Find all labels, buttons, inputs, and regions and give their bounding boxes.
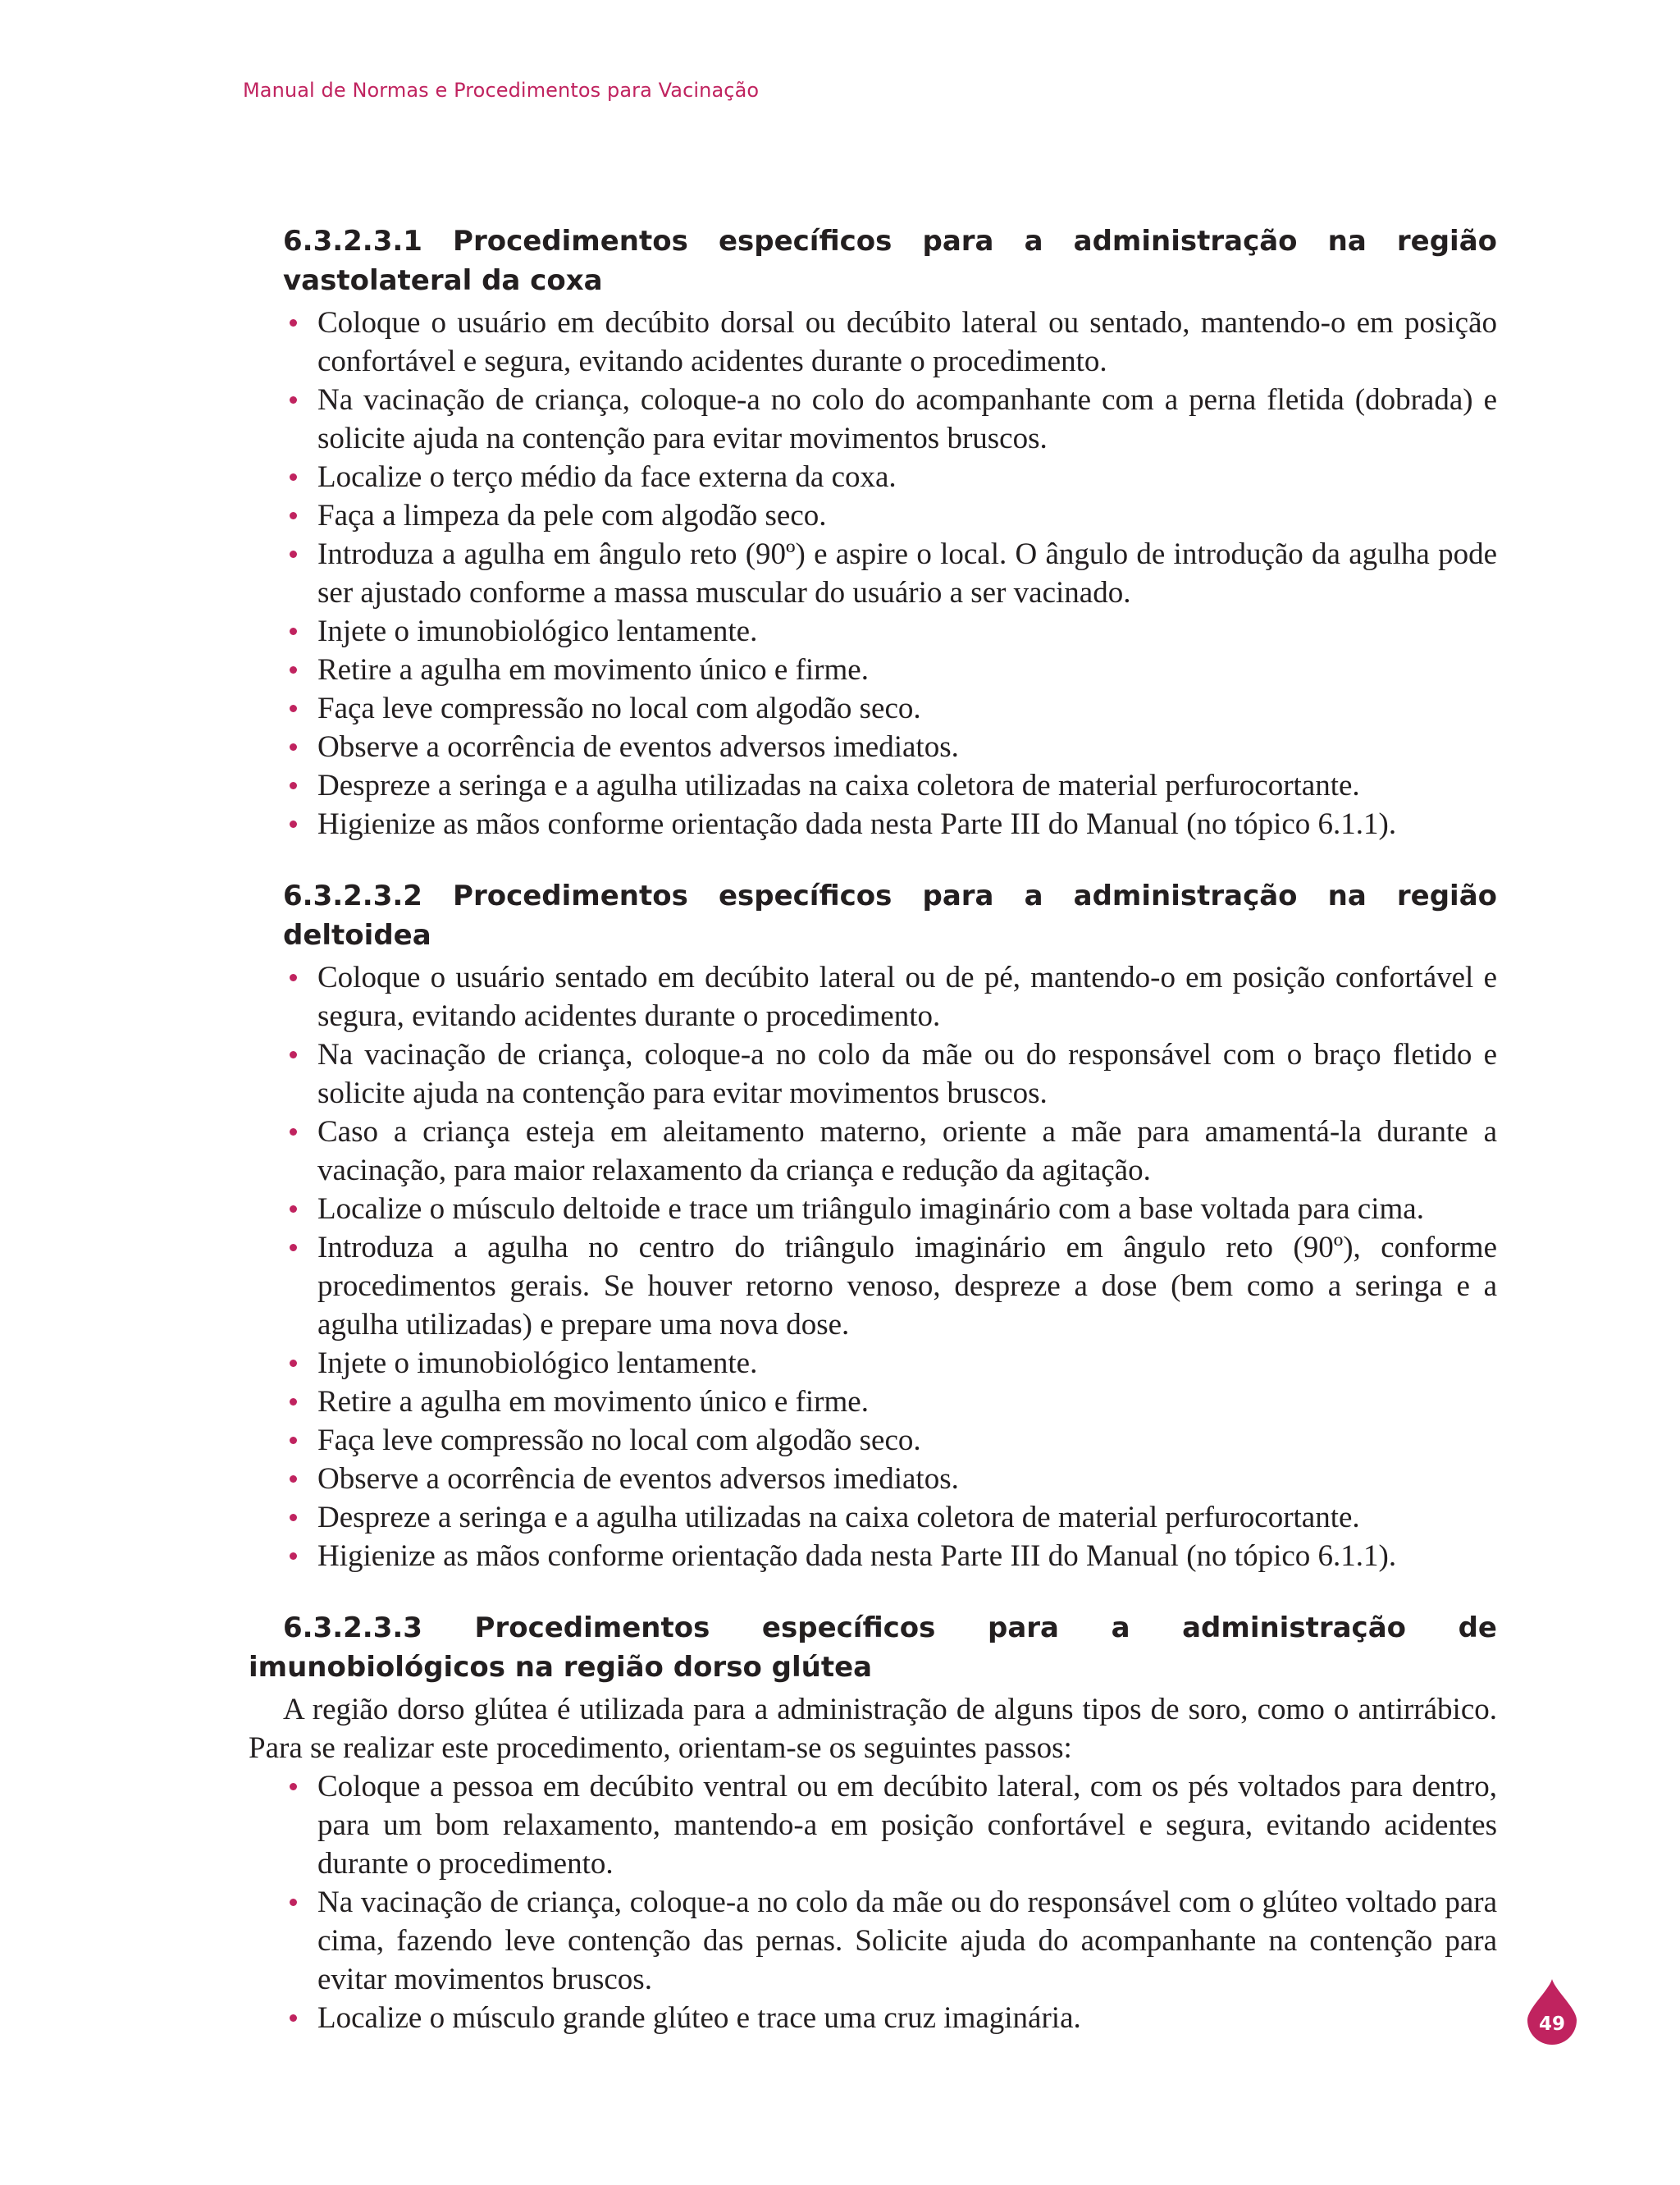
list-item-text: Higienize as mãos conforme orientação dada nesta Parte III do Manual (no tópico 6.1.1). — [317, 807, 1397, 841]
bullet-icon — [290, 1051, 297, 1058]
list-item-text: Injete o imunobiológico lentamente. — [317, 615, 758, 648]
list-item — [317, 651, 1497, 689]
list-item — [317, 1113, 1497, 1190]
section-heading: 6.3.2.3.1 Procedimentos específicos para a administração na região vastolateral da coxa — [283, 225, 1497, 297]
list-item — [317, 1383, 1497, 1421]
bullet-icon — [290, 782, 297, 789]
list-item — [317, 1035, 1497, 1113]
list-item-text: Retire a agulha em movimento único e firme. — [317, 1385, 869, 1419]
bullet-list — [249, 958, 1497, 1575]
bullet-list — [249, 1767, 1497, 2037]
list-item — [317, 689, 1497, 728]
list-item — [317, 1999, 1497, 2037]
list-item — [317, 728, 1497, 766]
section-deltoidea — [249, 876, 1497, 1575]
page-number: 49 — [1538, 2014, 1565, 2035]
list-item-text: Na vacinação de criança, coloque-a no colo do acompanhante com a perna fletida (dobrada) e solicite ajuda na contenção para evitar movimentos bruscos. — [317, 383, 1497, 455]
bullet-icon — [290, 1437, 297, 1444]
list-item-text: Observe a ocorrência de eventos adversos imediatos. — [317, 1462, 959, 1496]
list-item-text: Retire a agulha em movimento único e firme. — [317, 653, 869, 687]
list-item-text: Introduza a agulha em ângulo reto (90º) e aspire o local. O ângulo de introdução da agulha pode ser ajustado conforme a massa muscular do usuário a ser vacinado. — [317, 537, 1497, 610]
bullet-icon — [290, 666, 297, 674]
section-intro: A região dorso glútea é utilizada para a administração de alguns tipos de soro, como o antirrábico. Para se realizar este procedimento, orientam-se os seguintes passos: — [249, 1693, 1497, 1765]
bullet-icon — [290, 1205, 297, 1213]
bullet-icon — [290, 1783, 297, 1790]
bullet-icon — [290, 1244, 297, 1251]
list-item — [317, 1767, 1497, 1883]
list-item-text: Observe a ocorrência de eventos adversos imediatos. — [317, 730, 959, 764]
drop-icon — [1526, 1979, 1578, 2045]
bullet-icon — [290, 974, 297, 981]
bullet-icon — [290, 319, 297, 327]
list-item — [317, 1190, 1497, 1228]
bullet-icon — [290, 512, 297, 519]
list-item-text: Coloque o usuário em decúbito dorsal ou decúbito lateral ou sentado, mantendo-o em posição confortável e segura, evitando acidentes durante o procedimento. — [317, 306, 1497, 378]
bullet-icon — [290, 1360, 297, 1367]
section-dorso-glutea — [249, 1608, 1497, 2037]
list-item-text: Despreze a seringa e a agulha utilizadas na caixa coletora de material perfurocortante. — [317, 769, 1360, 802]
list-item — [317, 381, 1497, 458]
list-item-text: Na vacinação de criança, coloque-a no colo da mãe ou do responsável com o glúteo voltado para cima, fazendo leve contenção das pernas. Solicite ajuda do acompanhante na contenção para evitar movimentos bruscos. — [317, 1886, 1497, 1996]
bullet-icon — [290, 551, 297, 558]
running-header: Manual de Normas e Procedimentos para Vacinação — [243, 79, 760, 102]
bullet-icon — [290, 1899, 297, 1906]
section-heading: 6.3.2.3.3 Procedimentos específicos para a administração de imunobiológicos na região dorso glútea — [249, 1611, 1497, 1684]
list-item-text: Higienize as mãos conforme orientação dada nesta Parte III do Manual (no tópico 6.1.1). — [317, 1539, 1397, 1573]
list-item-text: Faça leve compressão no local com algodão seco. — [317, 1424, 921, 1457]
page-number-badge — [1526, 1979, 1578, 2045]
list-item — [317, 496, 1497, 535]
section-vastolateral — [249, 222, 1497, 843]
list-item — [317, 1228, 1497, 1344]
list-item — [317, 535, 1497, 612]
list-item — [317, 805, 1497, 843]
list-item-text: Injete o imunobiológico lentamente. — [317, 1346, 758, 1380]
bullet-icon — [290, 1514, 297, 1521]
list-item — [317, 766, 1497, 805]
list-item-text: Localize o músculo grande glúteo e trace uma cruz imaginária. — [317, 2001, 1081, 2035]
list-item-text: Faça a limpeza da pele com algodão seco. — [317, 499, 827, 533]
list-item — [317, 1421, 1497, 1460]
bullet-icon — [290, 628, 297, 635]
list-item — [317, 458, 1497, 496]
list-item — [317, 1498, 1497, 1537]
bullet-icon — [290, 473, 297, 481]
bullet-icon — [290, 821, 297, 828]
list-item-text: Faça leve compressão no local com algodão seco. — [317, 692, 921, 725]
bullet-icon — [290, 1398, 297, 1406]
list-item-text: Despreze a seringa e a agulha utilizadas na caixa coletora de material perfurocortante. — [317, 1501, 1360, 1534]
bullet-icon — [290, 743, 297, 751]
list-item-text: Localize o terço médio da face externa da coxa. — [317, 460, 897, 494]
drop-shape — [1527, 1979, 1577, 2045]
list-item-text: Localize o músculo deltoide e trace um triângulo imaginário com a base voltada para cima. — [317, 1192, 1424, 1226]
bullet-icon — [290, 705, 297, 712]
bullet-list — [249, 304, 1497, 843]
bullet-icon — [290, 1475, 297, 1483]
list-item-text: Caso a criança esteja em aleitamento materno, oriente a mãe para amamentá-la durante a vacinação, para maior relaxamento da criança e redução da agitação. — [317, 1115, 1497, 1187]
list-item — [317, 1883, 1497, 1999]
section-heading: 6.3.2.3.2 Procedimentos específicos para a administração na região deltoidea — [283, 880, 1497, 952]
bullet-icon — [290, 396, 297, 404]
bullet-icon — [290, 1128, 297, 1136]
bullet-icon — [290, 1552, 297, 1560]
page-content — [249, 222, 1497, 2037]
bullet-icon — [290, 2014, 297, 2022]
list-item — [317, 958, 1497, 1035]
list-item — [317, 1460, 1497, 1498]
list-item-text: Introduza a agulha no centro do triângulo imaginário em ângulo reto (90º), conforme procedimentos gerais. Se houver retorno venoso, despreze a dose (bem como a seringa e a agulha utilizadas) e prepare uma nova dose. — [317, 1231, 1497, 1342]
list-item-text: Coloque o usuário sentado em decúbito lateral ou de pé, mantendo-o em posição confortável e segura, evitando acidentes durante o procedimento. — [317, 961, 1497, 1033]
list-item — [317, 304, 1497, 381]
list-item-text: Na vacinação de criança, coloque-a no colo da mãe ou do responsável com o braço fletido e solicite ajuda na contenção para evitar movimentos bruscos. — [317, 1038, 1497, 1110]
list-item — [317, 1344, 1497, 1383]
list-item — [317, 1537, 1497, 1575]
list-item — [317, 612, 1497, 651]
list-item-text: Coloque a pessoa em decúbito ventral ou em decúbito lateral, com os pés voltados para dentro, para um bom relaxamento, mantendo-a em posição confortável e segura, evitando acidentes durante o procedimento. — [317, 1770, 1497, 1881]
